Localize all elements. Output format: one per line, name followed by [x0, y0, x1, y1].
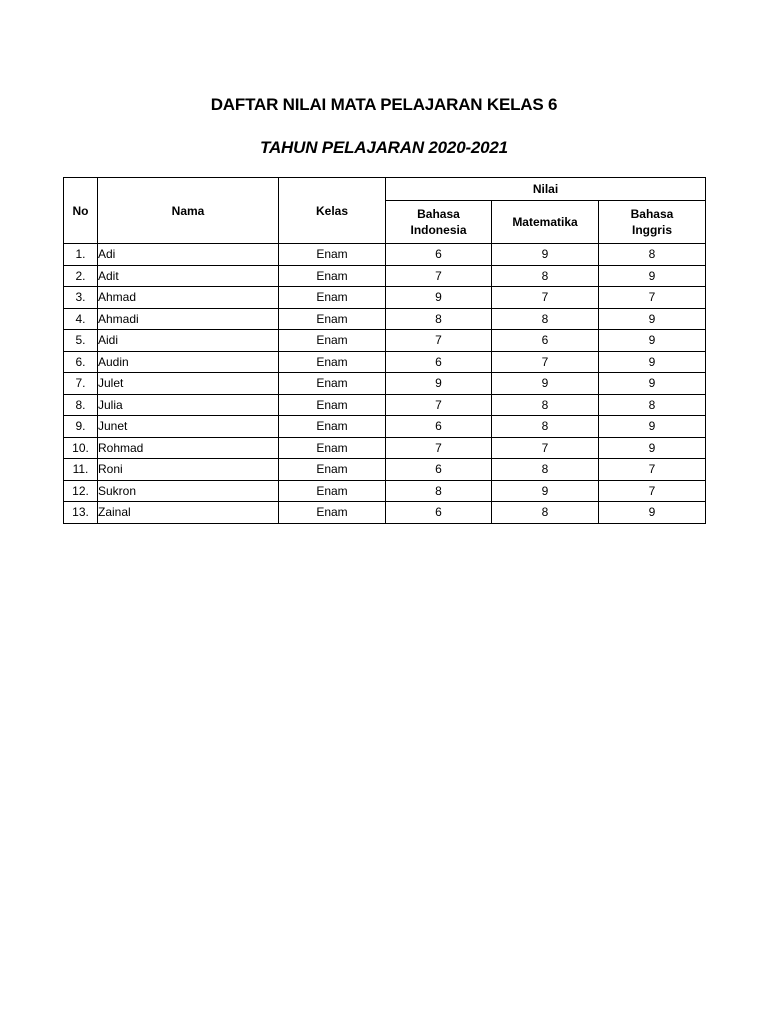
- cell-matematika: 8: [492, 394, 599, 416]
- header-bahasa-indonesia: [386, 201, 492, 244]
- cell-bahasa-indonesia: 6: [386, 459, 492, 481]
- table-row: [64, 394, 706, 416]
- cell-kelas: Enam: [279, 437, 386, 459]
- cell-bahasa-indonesia: 8: [386, 308, 492, 330]
- cell-no: 12.: [64, 480, 98, 502]
- cell-kelas: Enam: [279, 459, 386, 481]
- cell-bahasa-indonesia: 7: [386, 330, 492, 352]
- cell-bahasa-inggris: 9: [599, 373, 706, 395]
- table-row: [64, 287, 706, 309]
- cell-nama: Sukron: [98, 480, 279, 502]
- cell-no: 4.: [64, 308, 98, 330]
- header-bahasa-inggris-line1: Bahasa: [630, 207, 674, 221]
- cell-bahasa-indonesia: 6: [386, 416, 492, 438]
- cell-kelas: Enam: [279, 373, 386, 395]
- cell-nama: Julet: [98, 373, 279, 395]
- cell-kelas: Enam: [279, 394, 386, 416]
- cell-nama: Ahmadi: [98, 308, 279, 330]
- cell-nama: Ahmad: [98, 287, 279, 309]
- cell-no: 7.: [64, 373, 98, 395]
- cell-bahasa-inggris: 9: [599, 437, 706, 459]
- cell-bahasa-indonesia: 6: [386, 244, 492, 266]
- cell-nama: Roni: [98, 459, 279, 481]
- cell-nama: Adit: [98, 265, 279, 287]
- cell-no: 9.: [64, 416, 98, 438]
- cell-nama: Julia: [98, 394, 279, 416]
- table-row: [64, 480, 706, 502]
- cell-matematika: 7: [492, 287, 599, 309]
- header-matematika: Matematika: [492, 201, 599, 244]
- cell-nama: Adi: [98, 244, 279, 266]
- cell-bahasa-inggris: 9: [599, 416, 706, 438]
- cell-bahasa-indonesia: 9: [386, 373, 492, 395]
- cell-kelas: Enam: [279, 480, 386, 502]
- cell-bahasa-indonesia: 7: [386, 437, 492, 459]
- cell-nama: Zainal: [98, 502, 279, 524]
- cell-kelas: Enam: [279, 502, 386, 524]
- header-bahasa-indonesia-line2: Indonesia: [410, 223, 467, 237]
- table-row: [64, 416, 706, 438]
- cell-no: 11.: [64, 459, 98, 481]
- cell-kelas: Enam: [279, 287, 386, 309]
- table-body: [64, 244, 706, 524]
- cell-no: 10.: [64, 437, 98, 459]
- cell-bahasa-indonesia: 7: [386, 265, 492, 287]
- header-row: [64, 178, 706, 201]
- cell-no: 8.: [64, 394, 98, 416]
- cell-no: 13.: [64, 502, 98, 524]
- table-row: [64, 351, 706, 373]
- cell-nama: Audin: [98, 351, 279, 373]
- cell-bahasa-inggris: 9: [599, 308, 706, 330]
- cell-kelas: Enam: [279, 265, 386, 287]
- table-row: [64, 502, 706, 524]
- cell-bahasa-inggris: 9: [599, 351, 706, 373]
- cell-bahasa-indonesia: 9: [386, 287, 492, 309]
- cell-bahasa-inggris: 8: [599, 244, 706, 266]
- table-row: [64, 459, 706, 481]
- cell-matematika: 8: [492, 265, 599, 287]
- cell-nama: Aidi: [98, 330, 279, 352]
- cell-kelas: Enam: [279, 330, 386, 352]
- cell-nama: Rohmad: [98, 437, 279, 459]
- cell-no: 6.: [64, 351, 98, 373]
- table-row: [64, 330, 706, 352]
- table-row: [64, 437, 706, 459]
- grades-table: [63, 177, 706, 524]
- table-row: [64, 244, 706, 266]
- cell-kelas: Enam: [279, 416, 386, 438]
- cell-bahasa-inggris: 7: [599, 480, 706, 502]
- table-row: [64, 373, 706, 395]
- cell-matematika: 7: [492, 437, 599, 459]
- cell-matematika: 9: [492, 373, 599, 395]
- cell-bahasa-inggris: 9: [599, 265, 706, 287]
- cell-matematika: 8: [492, 416, 599, 438]
- cell-kelas: Enam: [279, 244, 386, 266]
- cell-bahasa-indonesia: 8: [386, 480, 492, 502]
- cell-matematika: 8: [492, 502, 599, 524]
- cell-no: 5.: [64, 330, 98, 352]
- cell-matematika: 6: [492, 330, 599, 352]
- cell-kelas: Enam: [279, 351, 386, 373]
- cell-bahasa-indonesia: 6: [386, 502, 492, 524]
- cell-matematika: 9: [492, 244, 599, 266]
- page-title: DAFTAR NILAI MATA PELAJARAN KELAS 6: [210, 95, 558, 114]
- cell-bahasa-indonesia: 6: [386, 351, 492, 373]
- cell-nama: Junet: [98, 416, 279, 438]
- header-bahasa-indonesia-line1: Bahasa: [417, 207, 460, 221]
- header-nilai: Nilai: [386, 178, 706, 201]
- header-nama: Nama: [98, 178, 279, 244]
- table-row: [64, 265, 706, 287]
- header-bahasa-inggris: [599, 201, 706, 244]
- cell-matematika: 7: [492, 351, 599, 373]
- header-bahasa-inggris-line2: Inggris: [631, 223, 672, 237]
- cell-bahasa-inggris: 7: [599, 287, 706, 309]
- header-no: No: [64, 178, 98, 244]
- cell-matematika: 8: [492, 459, 599, 481]
- cell-bahasa-inggris: 9: [599, 330, 706, 352]
- cell-no: 2.: [64, 265, 98, 287]
- header-kelas: Kelas: [279, 178, 386, 244]
- cell-bahasa-inggris: 9: [599, 502, 706, 524]
- page-subtitle: TAHUN PELAJARAN 2020-2021: [260, 138, 508, 157]
- cell-bahasa-inggris: 8: [599, 394, 706, 416]
- cell-no: 1.: [64, 244, 98, 266]
- cell-matematika: 8: [492, 308, 599, 330]
- cell-bahasa-indonesia: 7: [386, 394, 492, 416]
- cell-matematika: 9: [492, 480, 599, 502]
- cell-no: 3.: [64, 287, 98, 309]
- cell-kelas: Enam: [279, 308, 386, 330]
- table-row: [64, 308, 706, 330]
- cell-bahasa-inggris: 7: [599, 459, 706, 481]
